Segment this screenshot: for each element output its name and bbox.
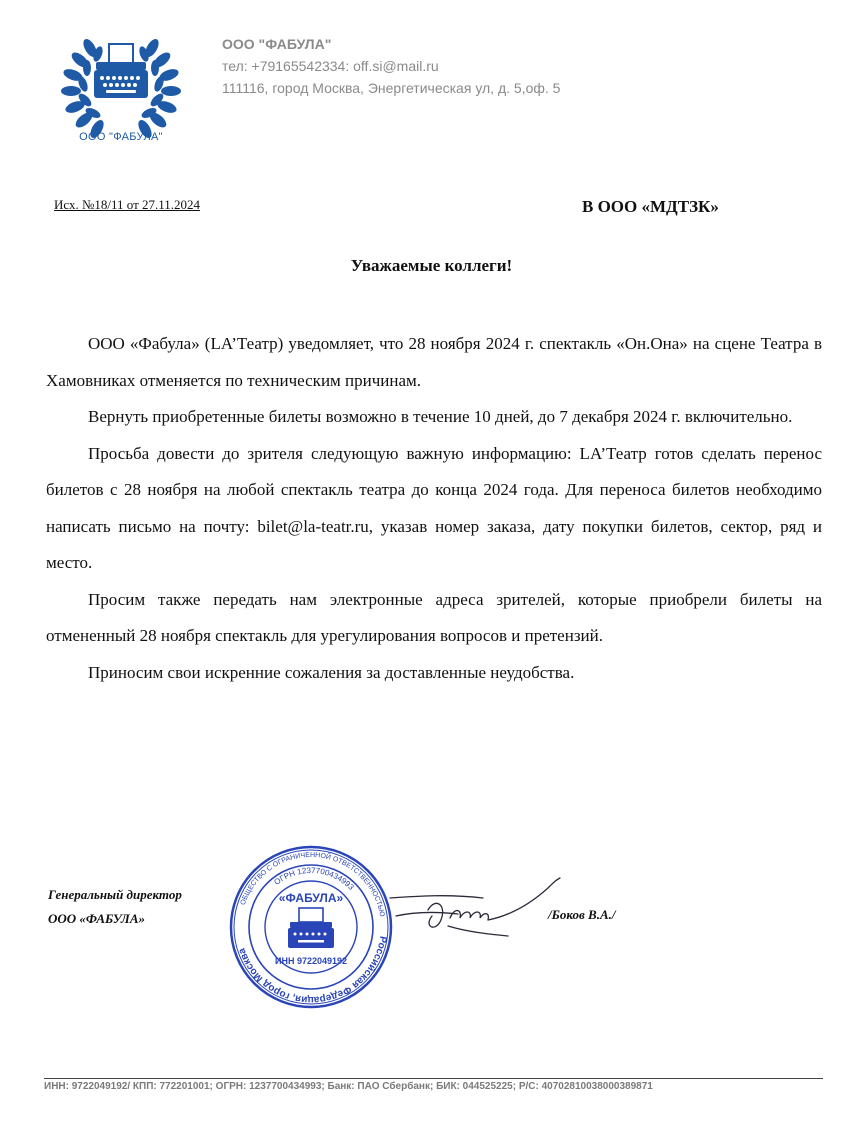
letter-body (46, 326, 822, 691)
logo-caption: ООО "ФАБУЛА" (79, 131, 163, 143)
seal-ogrn: ОГРН 1237700434993 (272, 865, 356, 892)
signatory-position: Генеральный директор (48, 887, 182, 902)
paragraph-3: Просьба довести до зрителя следующую важную информацию: LA’Театр готов сделать перенос билетов с 28 ноября на любой спектакль театра до конца 2024 года. Для переноса билетов необходимо написать письмо на почту: bilet@la-teatr.ru, указав номер заказа, дату покупки билетов, сектор, ряд и место. (46, 443, 822, 572)
company-contact: тел: +79165542334: off.si@mail.ru (222, 58, 439, 74)
seal-outer-text: Российская Федерация, город Москва (236, 935, 389, 1006)
company-address: 111116, город Москва, Энергетическая ул, д. 5,оф. 5 (222, 80, 561, 96)
paragraph-5: Приносим свои искренние сожаления за доставленные неудобства. (88, 662, 575, 682)
paragraph-4: Просим также передать нам электронные адреса зрителей, которые приобрели билеты на отмененный 28 ноября спектакль для урегулирования вопросов и претензий. (46, 589, 822, 645)
footer-requisites: ИНН: 9722049192/ КПП: 772201001; ОГРН: 1237700434993; Банк: ПАО Сбербанк; БИК: 044525225; Р/С: 40702810038000389871 (44, 1081, 653, 1092)
company-name: ООО "ФАБУЛА" (222, 36, 332, 52)
handwritten-signature (388, 876, 568, 946)
seal-inner-text: ОБЩЕСТВО С ОГРАНИЧЕННОЙ ОТВЕТСТВЕННОСТЬЮ (239, 851, 386, 918)
seal-name: «ФАБУЛА» (278, 891, 344, 905)
letterhead (222, 33, 560, 99)
outgoing-reference: Исх. №18/11 от 27.11.2024 (54, 197, 201, 212)
signatory-name: /Боков В.А./ (548, 907, 616, 922)
signature-scribble-icon (388, 876, 568, 946)
seal-inn: ИНН 9722049192 (274, 956, 348, 966)
paragraph-2: Вернуть приобретенные билеты возможно в течение 10 дней, до 7 декабря 2024 г. включительно. (88, 407, 793, 426)
recipient: В ООО «МДТЗК» (582, 197, 719, 216)
seal-stamp-icon (228, 844, 394, 1010)
greeting: Уважаемые коллеги! (350, 256, 513, 275)
signatory-title (48, 883, 182, 931)
footer-divider (44, 1078, 823, 1079)
paragraph-1: ООО «Фабула» (LA’Театр) уведомляет, что 28 ноября 2024 г. спектакль «Он.Она» на сцене Театра в Хамовниках отменяется по техническим причинам. (46, 334, 822, 390)
company-seal (228, 844, 394, 1010)
signatory-company: ООО «ФАБУЛА» (48, 911, 146, 926)
